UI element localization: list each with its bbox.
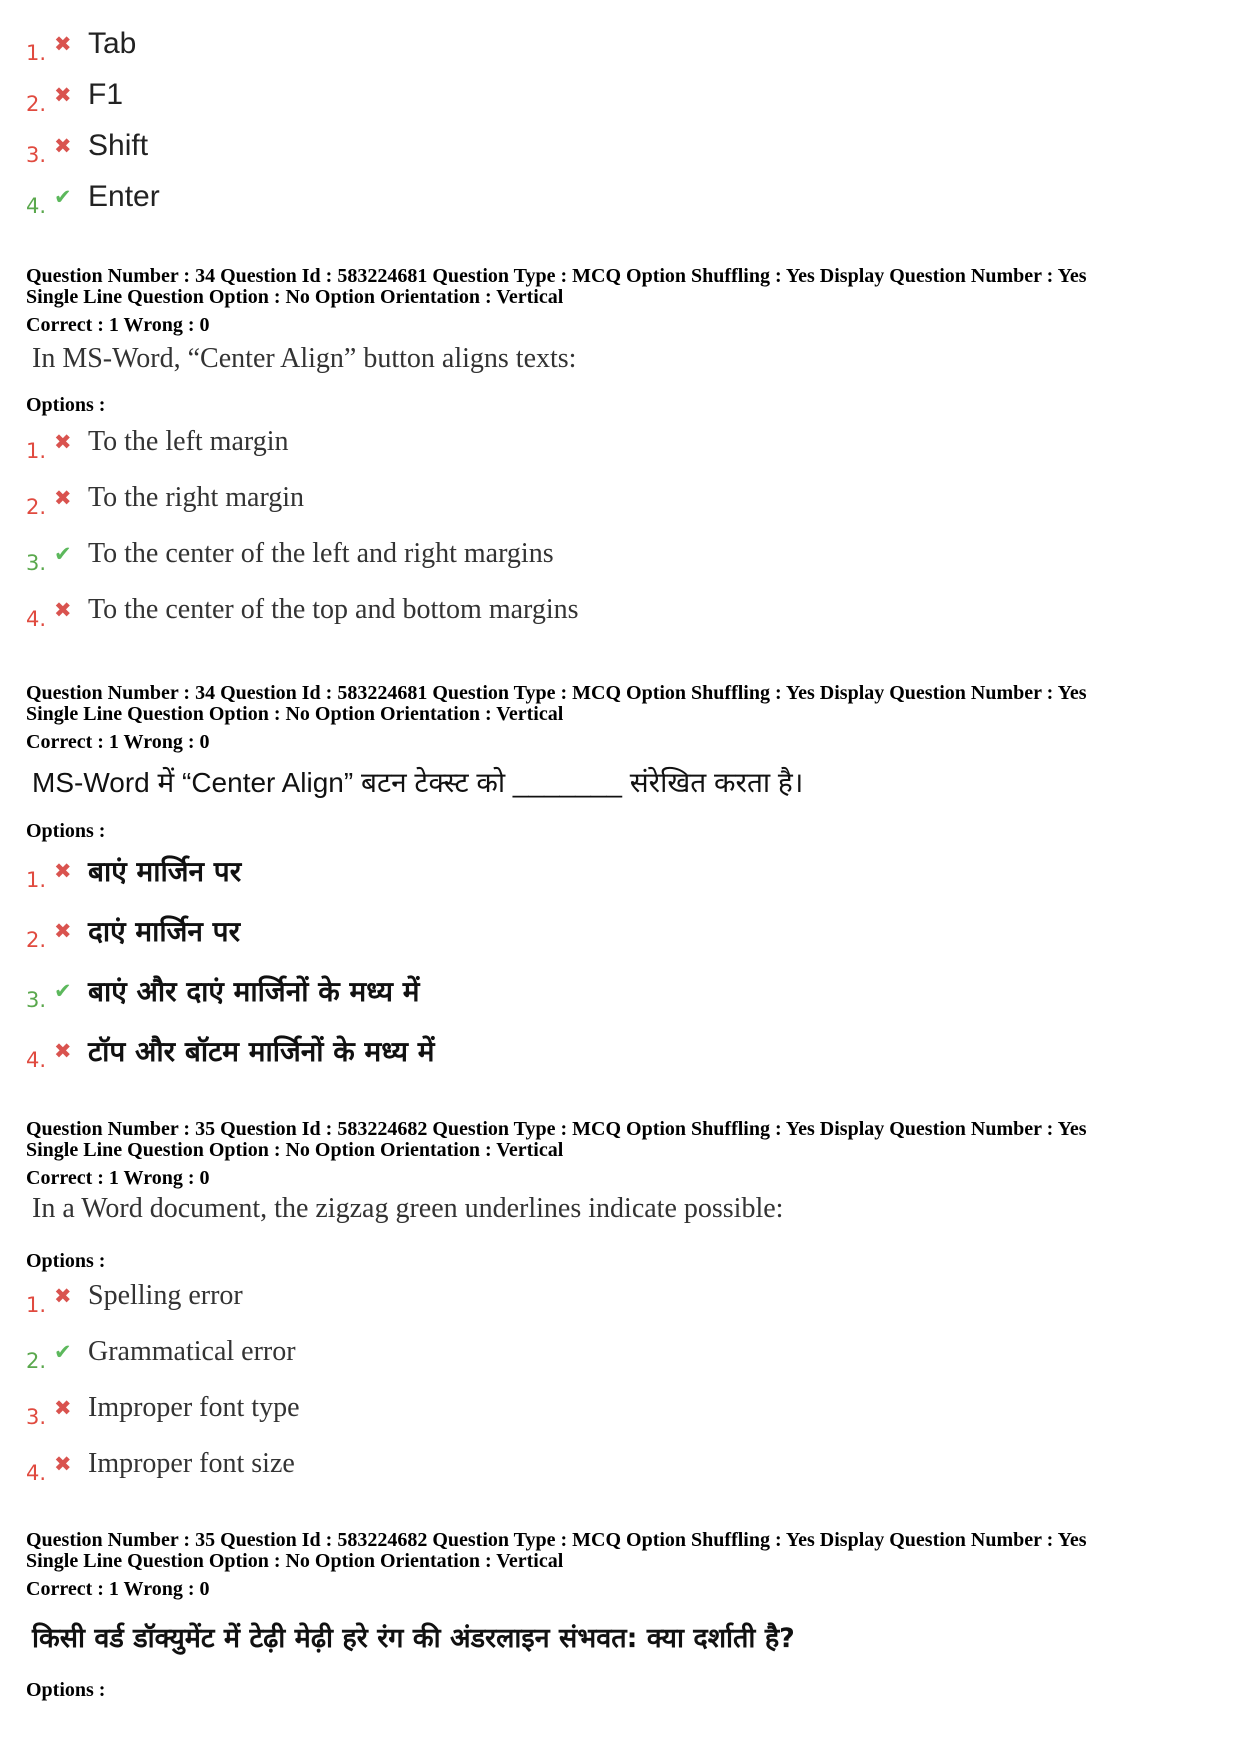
option-text: To the right margin xyxy=(88,482,305,513)
check-icon: ✔ xyxy=(54,978,72,1003)
option-number: 1. xyxy=(26,41,47,65)
cross-icon: ✖ xyxy=(54,858,72,883)
option-number: 3. xyxy=(26,143,47,167)
option-text: टॉप और बॉटम मार्जिनों के मध्य में xyxy=(88,1035,435,1068)
option-number: 2. xyxy=(26,1349,47,1373)
option-text: दाएं मार्जिन पर xyxy=(88,915,241,948)
option-text: Tab xyxy=(88,27,137,60)
question-meta-line2: Single Line Question Option : No Option Orientation : Vertical xyxy=(26,1139,564,1161)
option-item xyxy=(26,424,1176,463)
option-item xyxy=(26,26,1176,65)
question-meta-line2: Single Line Question Option : No Option Orientation : Vertical xyxy=(26,703,564,725)
cross-icon: ✖ xyxy=(54,82,72,107)
options-label: Options : xyxy=(26,1250,106,1272)
question-meta: Question Number : 35 Question Id : 583224682 Question Type : MCQ Option Shuffling : Yes Display Question Number : Yes xyxy=(26,1529,1087,1551)
option-item xyxy=(26,913,1176,952)
option-text: To the center of the top and bottom margins xyxy=(88,594,579,625)
option-text: बाएं और दाएं मार्जिनों के मध्य में xyxy=(88,975,420,1008)
question-text: MS-Word में “Center Align” बटन टेक्स्ट को _______ संरेखित करता है। xyxy=(32,767,804,798)
option-number: 1. xyxy=(26,439,47,463)
question-meta: Question Number : 35 Question Id : 583224682 Question Type : MCQ Option Shuffling : Yes Display Question Number : Yes xyxy=(26,1118,1087,1140)
question-meta-line2: Single Line Question Option : No Option Orientation : Vertical xyxy=(26,286,564,308)
option-item xyxy=(26,1033,1176,1072)
question-meta: Question Number : 34 Question Id : 583224681 Question Type : MCQ Option Shuffling : Yes Display Question Number : Yes xyxy=(26,265,1087,287)
option-number: 3. xyxy=(26,988,47,1012)
option-number: 3. xyxy=(26,1405,47,1429)
cross-icon: ✖ xyxy=(54,1283,72,1308)
question-text: In a Word document, the zigzag green underlines indicate possible: xyxy=(32,1193,784,1224)
option-number: 2. xyxy=(26,928,47,952)
option-text: Improper font type xyxy=(88,1392,300,1423)
cross-icon: ✖ xyxy=(54,31,72,56)
option-item xyxy=(26,1334,1176,1373)
option-text: बाएं मार्जिन पर xyxy=(88,855,242,888)
cross-icon: ✖ xyxy=(54,918,72,943)
option-item xyxy=(26,77,1176,116)
option-text: F1 xyxy=(88,78,124,111)
option-item xyxy=(26,592,1176,631)
option-text: Spelling error xyxy=(88,1280,243,1311)
option-number: 3. xyxy=(26,551,47,575)
option-number: 1. xyxy=(26,868,47,892)
option-item xyxy=(26,973,1176,1012)
cross-icon: ✖ xyxy=(54,485,72,510)
option-number: 2. xyxy=(26,92,47,116)
option-item xyxy=(26,179,1176,218)
cross-icon: ✖ xyxy=(54,1451,72,1476)
question-text: किसी वर्ड डॉक्युमेंट में टेढ़ी मेढ़ी हरे रंग की अंडरलाइन संभवत: क्या दर्शाती है? xyxy=(32,1623,795,1654)
question-meta: Question Number : 34 Question Id : 583224681 Question Type : MCQ Option Shuffling : Yes Display Question Number : Yes xyxy=(26,682,1087,704)
option-text: Grammatical error xyxy=(88,1336,296,1367)
option-text: Shift xyxy=(88,129,149,162)
question-meta-line2: Single Line Question Option : No Option Orientation : Vertical xyxy=(26,1550,564,1572)
cross-icon: ✖ xyxy=(54,133,72,158)
option-item xyxy=(26,853,1176,892)
cross-icon: ✖ xyxy=(54,429,72,454)
options-label: Options : xyxy=(26,1679,106,1701)
option-item xyxy=(26,128,1176,167)
cross-icon: ✖ xyxy=(54,597,72,622)
marks-info: Correct : 1 Wrong : 0 xyxy=(26,731,210,753)
option-text: Enter xyxy=(88,180,160,213)
options-label: Options : xyxy=(26,394,106,416)
option-text: To the center of the left and right margins xyxy=(88,538,554,569)
option-number: 4. xyxy=(26,607,47,631)
option-item xyxy=(26,480,1176,519)
options-label: Options : xyxy=(26,820,106,842)
option-number: 4. xyxy=(26,194,47,218)
marks-info: Correct : 1 Wrong : 0 xyxy=(26,314,210,336)
cross-icon: ✖ xyxy=(54,1038,72,1063)
check-icon: ✔ xyxy=(54,541,72,566)
option-text: Improper font size xyxy=(88,1448,295,1479)
option-number: 2. xyxy=(26,495,47,519)
question-text: In MS-Word, “Center Align” button aligns texts: xyxy=(32,343,577,374)
marks-info: Correct : 1 Wrong : 0 xyxy=(26,1167,210,1189)
option-item xyxy=(26,536,1176,575)
marks-info: Correct : 1 Wrong : 0 xyxy=(26,1578,210,1600)
option-number: 4. xyxy=(26,1048,47,1072)
option-item xyxy=(26,1390,1176,1429)
option-item xyxy=(26,1278,1176,1317)
check-icon: ✔ xyxy=(54,184,72,209)
option-number: 1. xyxy=(26,1293,47,1317)
option-text: To the left margin xyxy=(88,426,289,457)
cross-icon: ✖ xyxy=(54,1395,72,1420)
option-number: 4. xyxy=(26,1461,47,1485)
check-icon: ✔ xyxy=(54,1339,72,1364)
option-item xyxy=(26,1446,1176,1485)
